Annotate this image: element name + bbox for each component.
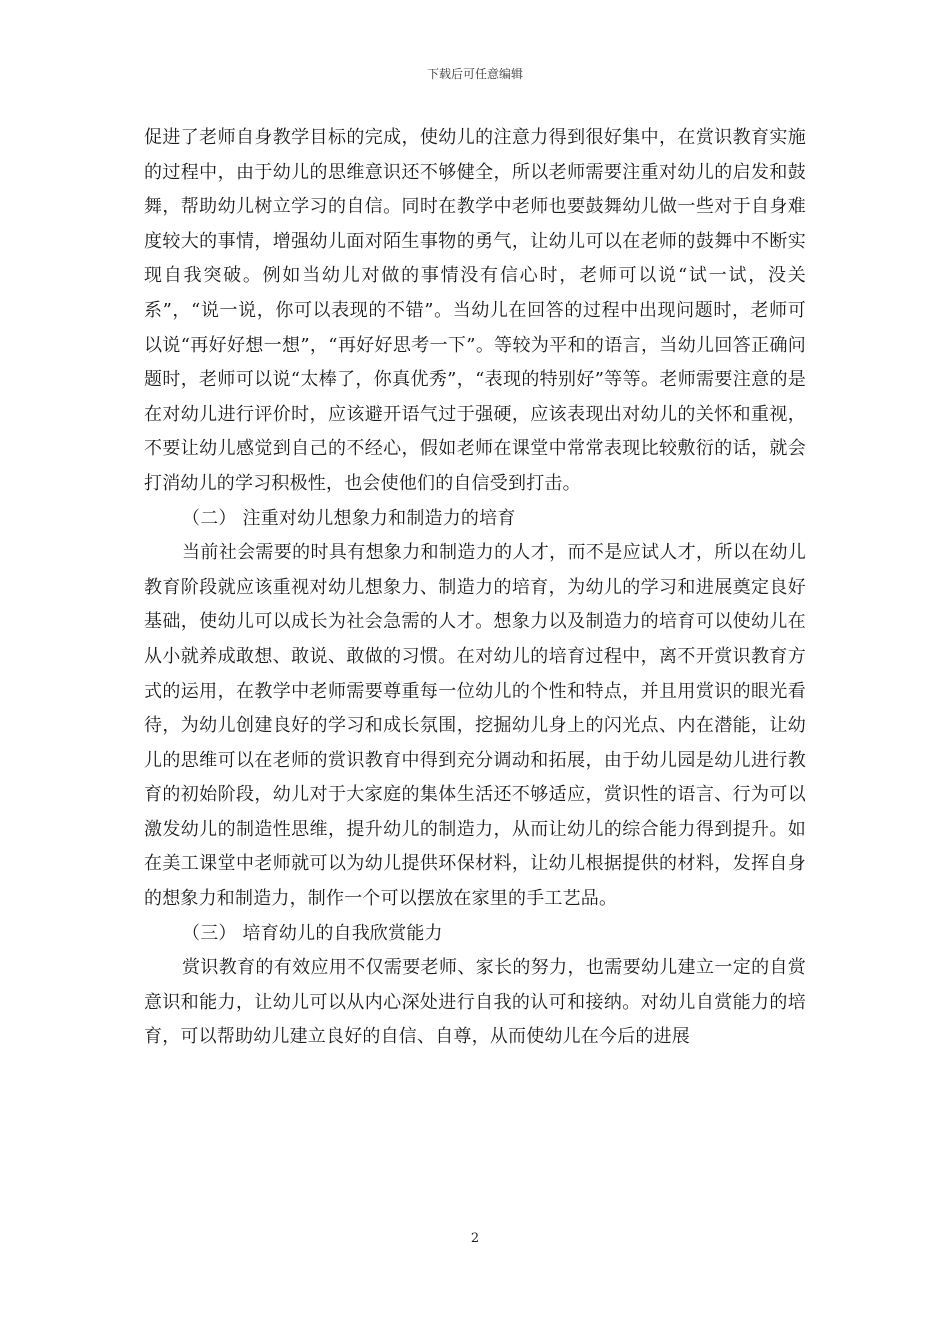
page-header: 下载后可任意编辑 — [426, 67, 523, 81]
document-body — [144, 121, 806, 1055]
body-paragraph: 当前社会需要的时具有想象力和制造力的人才，而不是应试人才，所以在幼儿教育阶段就应该重视对幼儿想象力、制造力的培育，为幼儿的学习和进展奠定良好基础，使幼儿可以成长为社会急需的人才。想象力以及制造力的培育可以使幼儿在从小就养成敢想、敢说、敢做的习惯。在对幼儿的培育过程中，离不开赏识教育方式的运用，在教学中老师需要尊重每一位幼儿的个性和特点，并且用赏识的眼光看待，为幼儿创建良好的学习和成长氛围，挖掘幼儿身上的闪光点、内在潜能，让幼儿的思维可以在老师的赏识教育中得到充分调动和拓展，由于幼儿园是幼儿进行教育的初始阶段，幼儿对于大家庭的集体生活还不够适应，赏识性的语言、行为可以激发幼儿的制造性思维，提升幼儿的制造力，从而让幼儿的综合能力得到提升。如在美工课堂中老师就可以为幼儿提供环保材料，让幼儿根据提供的材料，发挥自身的想象力和制造力，制作一个可以摆放在家里的手工艺品。 — [144, 542, 806, 910]
body-paragraph: 促进了老师自身教学目标的完成，使幼儿的注意力得到很好集中，在赏识教育实施的过程中，由于幼儿的思维意识还不够健全，所以老师需要注重对幼儿的启发和鼓舞，帮助幼儿树立学习的自信。同时在教学中老师也要鼓舞幼儿做一些对于自身难度较大的事情，增强幼儿面对陌生事物的勇气，让幼儿可以在老师的鼓舞中不断实现自我突破。例如当幼儿对做的事情没有信心时，老师可以说“试一试，没关系”，“说一说，你可以表现的不错”。当幼儿在回答的过程中出现问题时，老师可以说“再好好想一想”，“再好好思考一下”。等较为平和的语言，当幼儿回答正确问题时，老师可以说“太棒了，你真优秀”，“表现的特别好”等等。老师需要注意的是在对幼儿进行评价时，应该避开语气过于强硬，应该表现出对幼儿的关怀和重视，不要让幼儿感觉到自己的不经心，假如老师在课堂中常常表现比较敷衍的话，就会打消幼儿的学习积极性，也会使他们的自信受到打击。 — [144, 127, 806, 494]
page-number: 2 — [470, 1231, 480, 1246]
section-heading: （三） 培育幼儿的自我欣赏能力 — [182, 922, 443, 944]
section-heading: （二） 注重对幼儿想象力和制造力的培育 — [182, 507, 516, 529]
body-paragraph: 赏识教育的有效应用不仅需要老师、家长的努力，也需要幼儿建立一定的自赏意识和能力，让幼儿可以从内心深处进行自我的认可和接纳。对幼儿自赏能力的培育，可以帮助幼儿建立良好的自信、自尊，从而使幼儿在今后的进展 — [144, 957, 806, 1048]
